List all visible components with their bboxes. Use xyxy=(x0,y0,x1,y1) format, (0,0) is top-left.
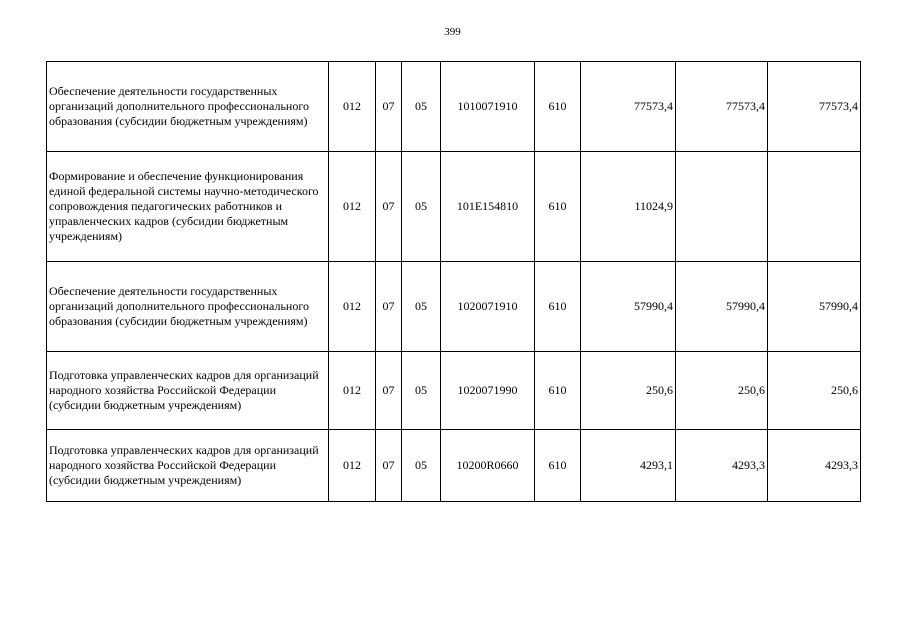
target-article-cell: 1020071910 xyxy=(441,262,535,352)
subsection-code-cell: 05 xyxy=(402,62,441,152)
section-code-cell: 07 xyxy=(376,62,402,152)
expense-type-cell: 610 xyxy=(535,352,581,430)
target-article-cell: 10200R0660 xyxy=(441,430,535,502)
amount-2-cell: 57990,4 xyxy=(676,262,768,352)
ministry-code-cell: 012 xyxy=(329,352,376,430)
ministry-code-cell: 012 xyxy=(329,262,376,352)
amount-1-cell: 250,6 xyxy=(581,352,676,430)
expense-type-cell: 610 xyxy=(535,62,581,152)
target-article-cell: 1010071910 xyxy=(441,62,535,152)
row-name-cell: Подготовка управленческих кадров для организаций народного хозяйства Российской Федерации (субсидии бюджетным учреждениям) xyxy=(47,430,329,502)
page-number: 399 xyxy=(444,26,461,38)
amount-1-cell: 57990,4 xyxy=(581,262,676,352)
table-row xyxy=(47,62,861,152)
expense-type-cell: 610 xyxy=(535,152,581,262)
amount-2-cell: 77573,4 xyxy=(676,62,768,152)
section-code-cell: 07 xyxy=(376,352,402,430)
amount-2-cell xyxy=(676,152,768,262)
amount-3-cell: 77573,4 xyxy=(768,62,861,152)
table-row xyxy=(47,262,861,352)
subsection-code-cell: 05 xyxy=(402,262,441,352)
amount-2-cell: 4293,3 xyxy=(676,430,768,502)
row-name-cell: Обеспечение деятельности государственных организаций дополнительного профессионального образования (субсидии бюджетным учреждениям) xyxy=(47,62,329,152)
section-code-cell: 07 xyxy=(376,430,402,502)
target-article-cell: 101E154810 xyxy=(441,152,535,262)
expense-type-cell: 610 xyxy=(535,430,581,502)
amount-2-cell: 250,6 xyxy=(676,352,768,430)
budget-table xyxy=(46,61,861,502)
table-row xyxy=(47,152,861,262)
amount-1-cell: 11024,9 xyxy=(581,152,676,262)
amount-3-cell: 4293,3 xyxy=(768,430,861,502)
row-name-cell: Подготовка управленческих кадров для организаций народного хозяйства Российской Федерации (субсидии бюджетным учреждениям) xyxy=(47,352,329,430)
subsection-code-cell: 05 xyxy=(402,430,441,502)
table-row xyxy=(47,430,861,502)
target-article-cell: 1020071990 xyxy=(441,352,535,430)
ministry-code-cell: 012 xyxy=(329,430,376,502)
amount-3-cell: 250,6 xyxy=(768,352,861,430)
ministry-code-cell: 012 xyxy=(329,152,376,262)
row-name-cell: Формирование и обеспечение функционирования единой федеральной системы научно-методического сопровождения педагогических работников и управленческих кадров (субсидии бюджетным учреждениям) xyxy=(47,152,329,262)
expense-type-cell: 610 xyxy=(535,262,581,352)
section-code-cell: 07 xyxy=(376,152,402,262)
amount-3-cell: 57990,4 xyxy=(768,262,861,352)
subsection-code-cell: 05 xyxy=(402,352,441,430)
row-name-cell: Обеспечение деятельности государственных организаций дополнительного профессионального образования (субсидии бюджетным учреждениям) xyxy=(47,262,329,352)
amount-1-cell: 77573,4 xyxy=(581,62,676,152)
ministry-code-cell: 012 xyxy=(329,62,376,152)
amount-1-cell: 4293,1 xyxy=(581,430,676,502)
subsection-code-cell: 05 xyxy=(402,152,441,262)
section-code-cell: 07 xyxy=(376,262,402,352)
table-row xyxy=(47,352,861,430)
amount-3-cell xyxy=(768,152,861,262)
